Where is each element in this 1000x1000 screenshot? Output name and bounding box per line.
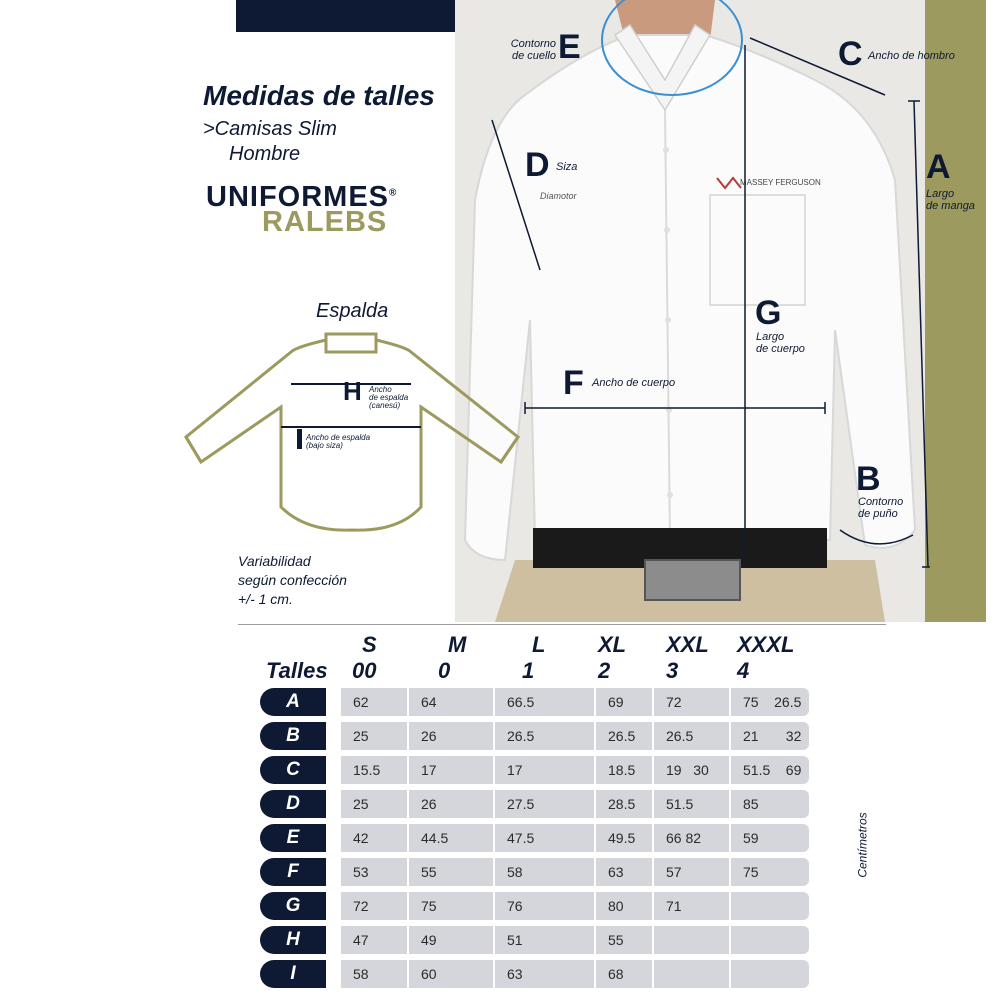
row-label: I xyxy=(260,960,326,988)
column-size: M xyxy=(448,632,467,657)
table-cell: 59 xyxy=(731,824,809,852)
label-d-desc: Siza xyxy=(556,161,578,173)
row-label: C xyxy=(260,756,326,784)
column-header xyxy=(438,632,466,684)
label-e-desc: Contorno de cuello xyxy=(510,38,556,62)
table-cell: 26 xyxy=(409,790,493,818)
label-e-letter: E xyxy=(558,28,581,66)
table-cell: 63 xyxy=(495,960,594,988)
column-number: 1 xyxy=(522,658,535,683)
table-cell: 71 xyxy=(654,892,729,920)
brand-line2: RALEBS xyxy=(262,206,388,238)
divider xyxy=(238,624,886,625)
table-cell: 47 xyxy=(341,926,407,954)
table-cell: 58 xyxy=(495,858,594,886)
brand-line1: UNIFORMES® xyxy=(206,181,398,213)
column-number: 0 xyxy=(438,658,451,683)
table-cell: 85 xyxy=(731,790,809,818)
units-label: Centímetros xyxy=(855,812,870,878)
row-label: D xyxy=(260,790,326,818)
table-cell: 26.5 xyxy=(654,722,729,750)
table-cell: 15.5 xyxy=(341,756,407,784)
label-f-desc: Ancho de cuerpo xyxy=(592,377,676,389)
table-cell: 58 xyxy=(341,960,407,988)
label-f-letter: F xyxy=(563,364,584,402)
label-d-letter: D xyxy=(525,146,550,184)
table-cell: 17 xyxy=(495,756,594,784)
column-size: L xyxy=(532,632,546,657)
table-cell: 75 xyxy=(409,892,493,920)
table-cell: 75 26.5 xyxy=(731,688,809,716)
table-cell: 18.5 xyxy=(596,756,652,784)
column-size: XXL xyxy=(666,632,709,657)
embroidery-right: MASSEY FERGUSON xyxy=(740,178,821,187)
column-size: XL xyxy=(598,632,627,657)
table-cell: 25 xyxy=(341,790,407,818)
table-cell: 57 xyxy=(654,858,729,886)
subtitle-line1: >Camisas Slim xyxy=(203,118,337,140)
table-cell: 60 xyxy=(409,960,493,988)
table-cell: 80 xyxy=(596,892,652,920)
row-label: F xyxy=(260,858,326,886)
label-b-desc: Contorno de puño xyxy=(858,496,904,520)
table-cell: 63 xyxy=(596,858,652,886)
table-cell: 26.5 xyxy=(495,722,594,750)
table-cell: 27.5 xyxy=(495,790,594,818)
talles-label: Talles xyxy=(266,658,328,683)
subtitle-line2: Hombre xyxy=(229,143,301,165)
table-cell: 44.5 xyxy=(409,824,493,852)
column-number: 3 xyxy=(666,658,679,683)
label-b-letter: B xyxy=(856,460,881,498)
table-cell xyxy=(654,926,729,954)
label-h-letter: H xyxy=(343,376,362,406)
table-cell: 51 xyxy=(495,926,594,954)
row-label: E xyxy=(260,824,326,852)
table-cell: 42 xyxy=(341,824,407,852)
table-cell: 76 xyxy=(495,892,594,920)
column-header xyxy=(666,632,709,684)
table-cell: 72 xyxy=(654,688,729,716)
table-cell xyxy=(731,926,809,954)
column-size: XXXL xyxy=(737,632,795,657)
table-cell: 51.5 69 xyxy=(731,756,809,784)
table-cell: 17 xyxy=(409,756,493,784)
label-c-desc: Ancho de hombro xyxy=(868,50,955,62)
row-label: B xyxy=(260,722,326,750)
table-cell: 26.5 xyxy=(596,722,652,750)
embroidery-left: Diamotor xyxy=(540,191,577,201)
variability-note: Variabilidad según confección +/- 1 cm. xyxy=(238,553,347,607)
table-cell: 53 xyxy=(341,858,407,886)
shirt-back-icon xyxy=(176,332,528,532)
row-label: A xyxy=(260,688,326,716)
table-cell: 55 xyxy=(596,926,652,954)
column-header xyxy=(522,632,545,684)
table-cell xyxy=(731,892,809,920)
column-header xyxy=(352,632,377,684)
label-a-letter: A xyxy=(926,148,951,186)
table-cell: 19 30 xyxy=(654,756,729,784)
column-header xyxy=(737,632,794,684)
table-cell: 21 32 xyxy=(731,722,809,750)
column-number: 2 xyxy=(598,658,611,683)
back-view-label: Espalda xyxy=(316,300,389,322)
column-number: 00 xyxy=(352,658,377,683)
label-i-desc: Ancho de espalda (bajo siza) xyxy=(306,433,371,450)
page-title: Medidas de talles xyxy=(203,80,435,111)
label-h-desc: Ancho de espalda (canesú) xyxy=(369,385,409,410)
column-size: S xyxy=(362,632,377,657)
label-g-letter: G xyxy=(755,294,782,332)
table-cell: 68 xyxy=(596,960,652,988)
table-cell: 28.5 xyxy=(596,790,652,818)
table-cell: 72 xyxy=(341,892,407,920)
table-cell: 51.5 xyxy=(654,790,729,818)
row-label: G xyxy=(260,892,326,920)
table-cell: 25 xyxy=(341,722,407,750)
label-g-desc: Largo de cuerpo xyxy=(756,331,805,355)
table-cell: 75 xyxy=(731,858,809,886)
label-i-marker xyxy=(297,429,302,449)
table-cell: 62 xyxy=(341,688,407,716)
row-label: H xyxy=(260,926,326,954)
table-cell: 66 82 xyxy=(654,824,729,852)
table-cell: 49.5 xyxy=(596,824,652,852)
label-c-letter: C xyxy=(838,35,863,73)
table-cell: 64 xyxy=(409,688,493,716)
table-cell xyxy=(654,960,729,988)
table-cell: 69 xyxy=(596,688,652,716)
table-cell: 55 xyxy=(409,858,493,886)
table-cell: 66.5 xyxy=(495,688,594,716)
label-a-desc: Largo de manga xyxy=(926,188,975,212)
table-cell: 47.5 xyxy=(495,824,594,852)
table-cell: 26 xyxy=(409,722,493,750)
column-number: 4 xyxy=(737,658,750,683)
column-header xyxy=(598,632,626,684)
table-cell: 49 xyxy=(409,926,493,954)
table-cell xyxy=(731,960,809,988)
